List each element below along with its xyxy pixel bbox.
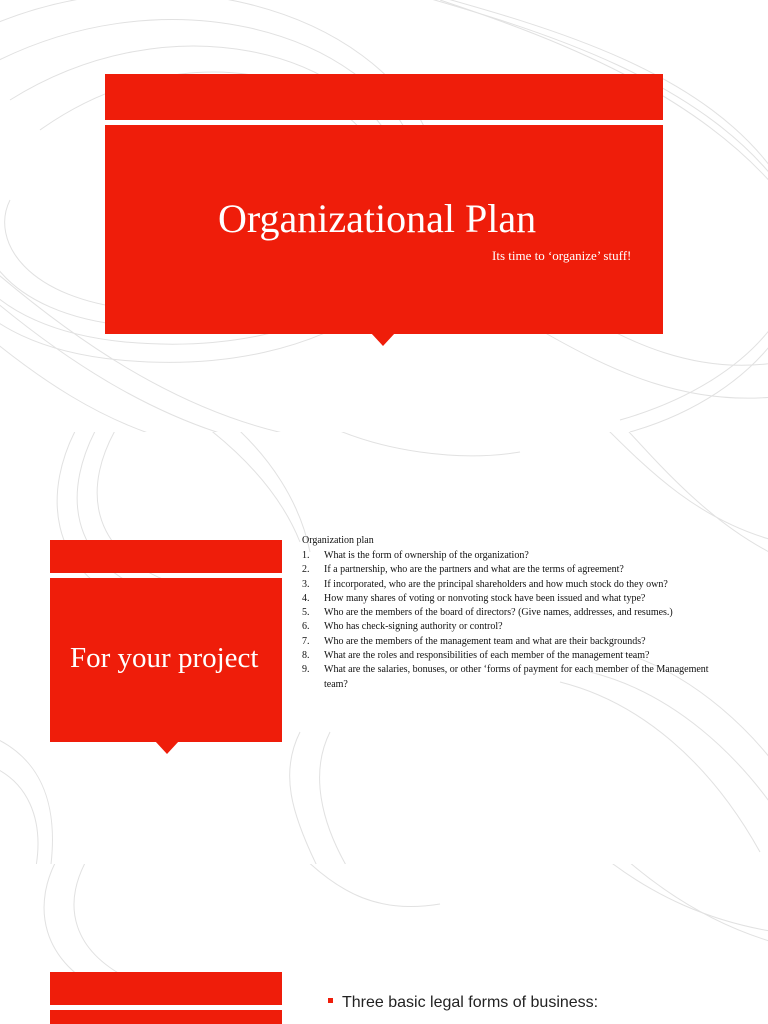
list-item: 6. Who has check-signing authority or control? — [302, 621, 503, 633]
title-box-pointer — [371, 333, 395, 346]
plan-question-list — [302, 549, 722, 692]
list-item: 5. Who are the members of the board of directors? (Give names, addresses, and resumes.) — [302, 607, 673, 619]
slide-3 — [0, 864, 768, 1024]
slide-title: Organizational Plan — [218, 196, 537, 241]
slide-2 — [0, 432, 768, 864]
slide-1 — [0, 0, 768, 432]
list-item: 2. If a partnership, who are the partners and what are the terms of agreement? — [302, 564, 624, 576]
section-box — [50, 1010, 282, 1024]
plan-heading: Organization plan — [302, 535, 374, 546]
list-item: 4. How many shares of voting or nonvoting stock have been issued and what type? — [302, 592, 646, 604]
section-top-band — [50, 540, 282, 573]
list-item: 7. Who are the members of the management team and what are their backgrounds? — [302, 635, 646, 647]
list-item: 9. What are the salaries, bonuses, or other ‘forms of payment for each member of the Management team? — [302, 664, 709, 690]
section-top-band — [50, 972, 282, 1005]
section-title: For your project — [70, 642, 259, 674]
bullet-item: Three basic legal forms of business: — [328, 994, 598, 1012]
title-top-band — [105, 74, 663, 120]
bullet-marker — [328, 998, 333, 1003]
list-item: 1. What is the form of ownership of the organization? — [302, 550, 529, 561]
list-item: 8. What are the roles and responsibilities of each member of the management team? — [302, 650, 650, 662]
list-item: 3. If incorporated, who are the principal shareholders and how much stock do they own? — [302, 578, 668, 590]
section-box-pointer — [155, 741, 179, 754]
slide-subtitle: Its time to ‘organize’ stuff! — [492, 248, 632, 263]
